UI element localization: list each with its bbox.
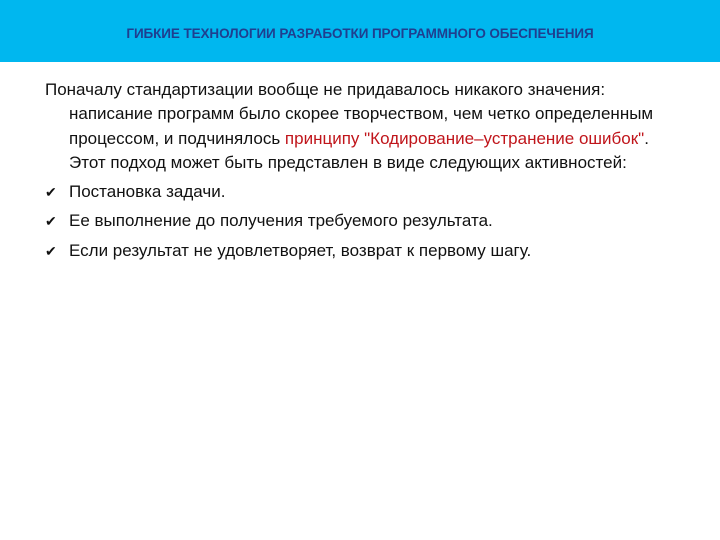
header-bar (0, 0, 720, 62)
checkmark-icon: ✔ (45, 213, 57, 230)
list-item-text: Если результат не удовлетворяет, возврат к первому шагу. (69, 240, 532, 260)
highlighted-principle: принципу "Кодирование–устранение ошибок" (284, 128, 645, 148)
checkmark-icon: ✔ (45, 184, 57, 201)
slide-content (45, 78, 685, 268)
list-item (45, 239, 685, 263)
intro-text-end: . Этот подход может быть представлен в виде следующих активностей: (69, 128, 649, 172)
activity-list (45, 180, 685, 263)
list-item-text: Постановка задачи. (69, 182, 226, 202)
checkmark-icon: ✔ (45, 242, 57, 259)
list-item (45, 209, 685, 233)
intro-paragraph (45, 78, 685, 175)
slide-title: ГИБКИЕ ТЕХНОЛОГИИ РАЗРАБОТКИ ПРОГРАММНОГО ОБЕСПЕЧЕНИЯ (126, 25, 594, 41)
list-item-text: Ее выполнение до получения требуемого результата. (69, 211, 493, 231)
intro-text-start: Поначалу стандартизации вообще не придавалось никакого значения: написание программ было скорее творчеством, чем четко определенным процессом, и подчинялось (45, 80, 654, 148)
list-item (45, 180, 685, 204)
